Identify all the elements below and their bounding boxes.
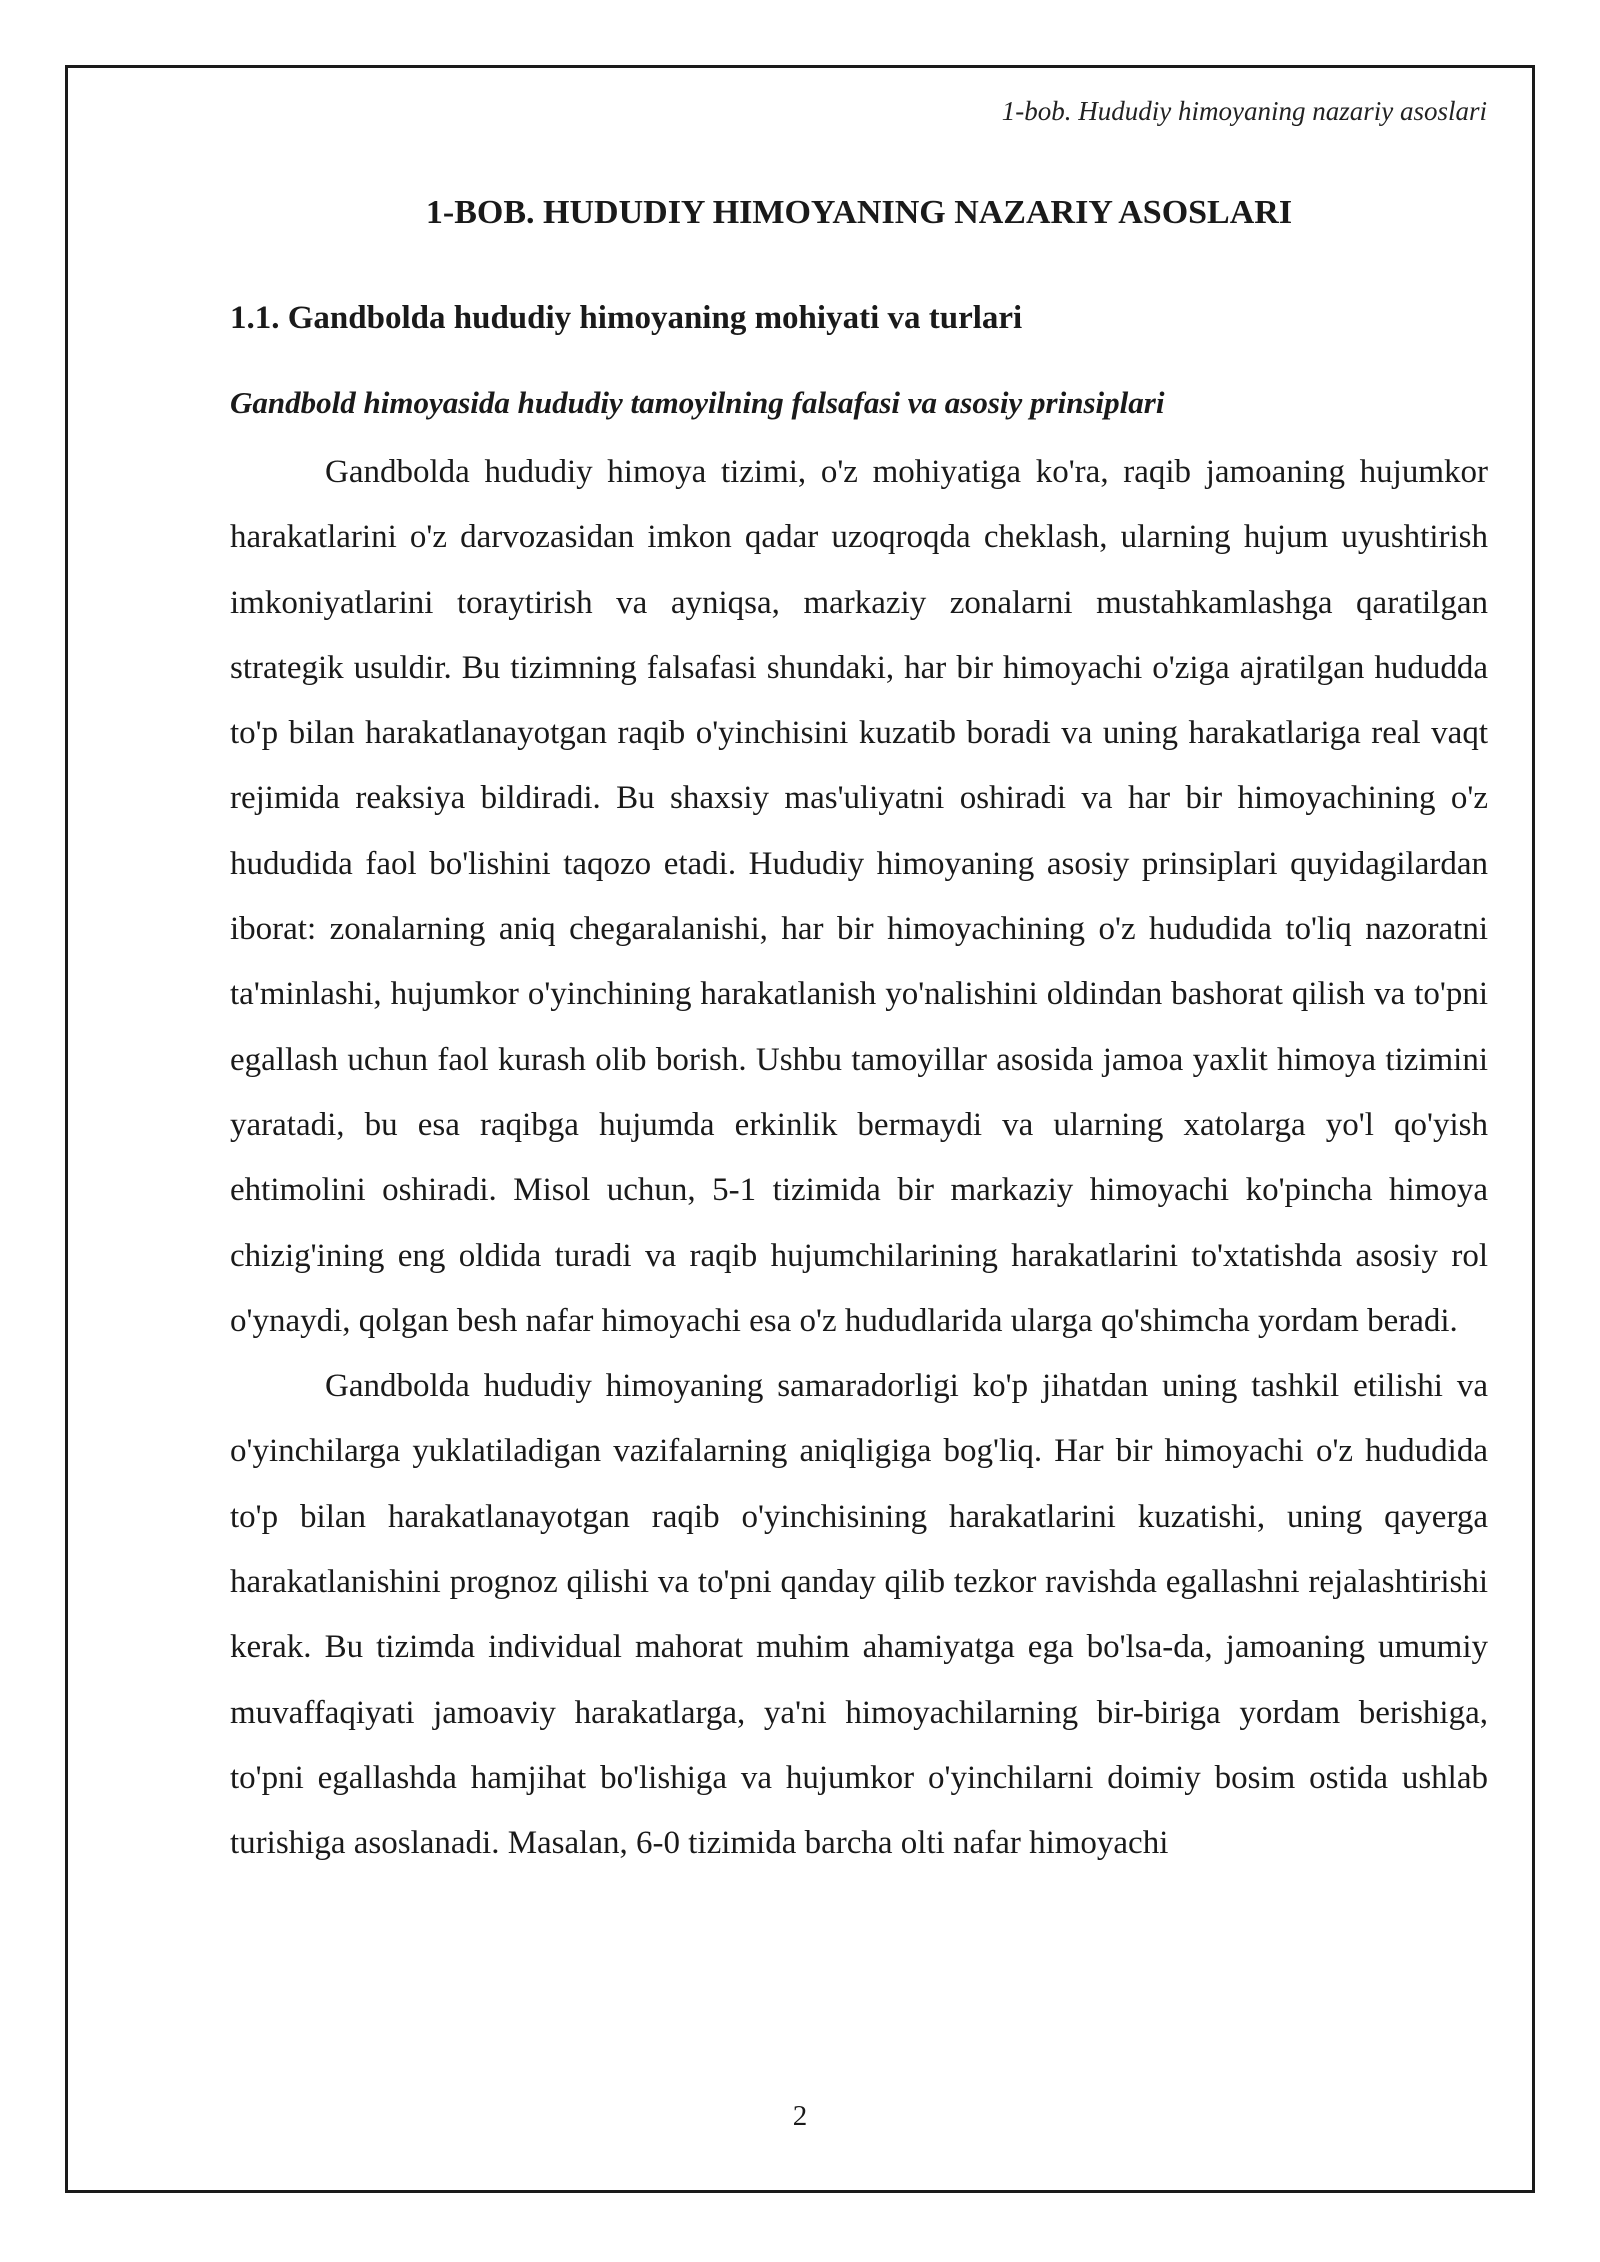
chapter-title: 1-BOB. HUDUDIY HIMOYANING NAZARIY ASOSLARI: [425, 194, 1293, 231]
page-number: 2: [792, 2100, 808, 2132]
running-header: 1-bob. Hududiy himoyaning nazariy asoslari: [1001, 96, 1487, 126]
section-title: 1.1. Gandbolda hududiy himoyaning mohiyati va turlari: [230, 300, 1023, 336]
document-body: [230, 190, 1488, 1877]
body-paragraph: Gandbolda hududiy himoya tizimi, o'z mohiyatiga ko'ra, raqib jamoaning hujumkor harakatlarini o'z darvozasidan imkon qadar uzoqroqda cheklash, ularning hujum uyushtirish imkoniyatlarini toraytirish va ayniqsa, markaziy zonalarni mustahkamlashga qaratilgan strategik usuldir. Bu tizimning falsafasi shundaki, har bir himoyachi o'ziga ajratilgan hududda to'p bilan harakatlanayotgan raqib o'yinchisini kuzatib boradi va uning harakatlariga real vaqt rejimida reaksiya bildiradi. Bu shaxsiy mas'uliyatni oshiradi va har bir himoyachining o'z hududida faol bo'lishini taqozo etadi. Hududiy himoyaning asosiy prinsiplari quyidagilardan iborat: zonalarning aniq chegaralanishi, har bir himoyachining o'z hududida to'liq nazoratni ta'minlashi, hujumkor o'yinchining harakatlanish yo'nalishini oldindan bashorat qilish va to'pni egallash uchun faol kurash olib borish. Ushbu tamoyillar asosida jamoa yaxlit himoya tizimini yaratadi, bu esa raqibga hujumda erkinlik bermaydi va ularning xatolarga yo'l qo'yish ehtimolini oshiradi. Misol uchun, 5-1 tizimida bir markaziy himoyachi ko'pincha himoya chizig'ining eng oldida turadi va raqib hujumchilarining harakatlarini to'xtatishda asosiy rol o'ynaydi, qolgan besh nafar himoyachi esa o'z hududlarida ularga qo'shimcha yordam beradi.: [230, 454, 1488, 1339]
subsection-title: Gandbold himoyasida hududiy tamoyilning falsafasi va asosiy prinsiplari: [230, 385, 1165, 420]
body-paragraph: Gandbolda hududiy himoyaning samaradorligi ko'p jihatdan uning tashkil etilishi va o'yinchilarga yuklatiladigan vazifalarning aniqligiga bog'liq. Har bir himoyachi o'z hududida to'p bilan harakatlanayotgan raqib o'yinchisining harakatlarini kuzatishi, uning qayerga harakatlanishini prognoz qilishi va to'pni qanday qilib tezkor ravishda egallashni rejalashtirishi kerak. Bu tizimda individual mahorat muhim ahamiyatga ega bo'lsa-da, jamoaning umumiy muvaffaqiyati jamoaviy harakatlarga, ya'ni himoyachilarning bir-biriga yordam berishiga, to'pni egallashda hamjihat bo'lishiga va hujumkor o'yinchilarni doimiy bosim ostida ushlab turishiga asoslanadi. Masalan, 6-0 tizimida barcha olti nafar himoyachi: [230, 1368, 1488, 1862]
